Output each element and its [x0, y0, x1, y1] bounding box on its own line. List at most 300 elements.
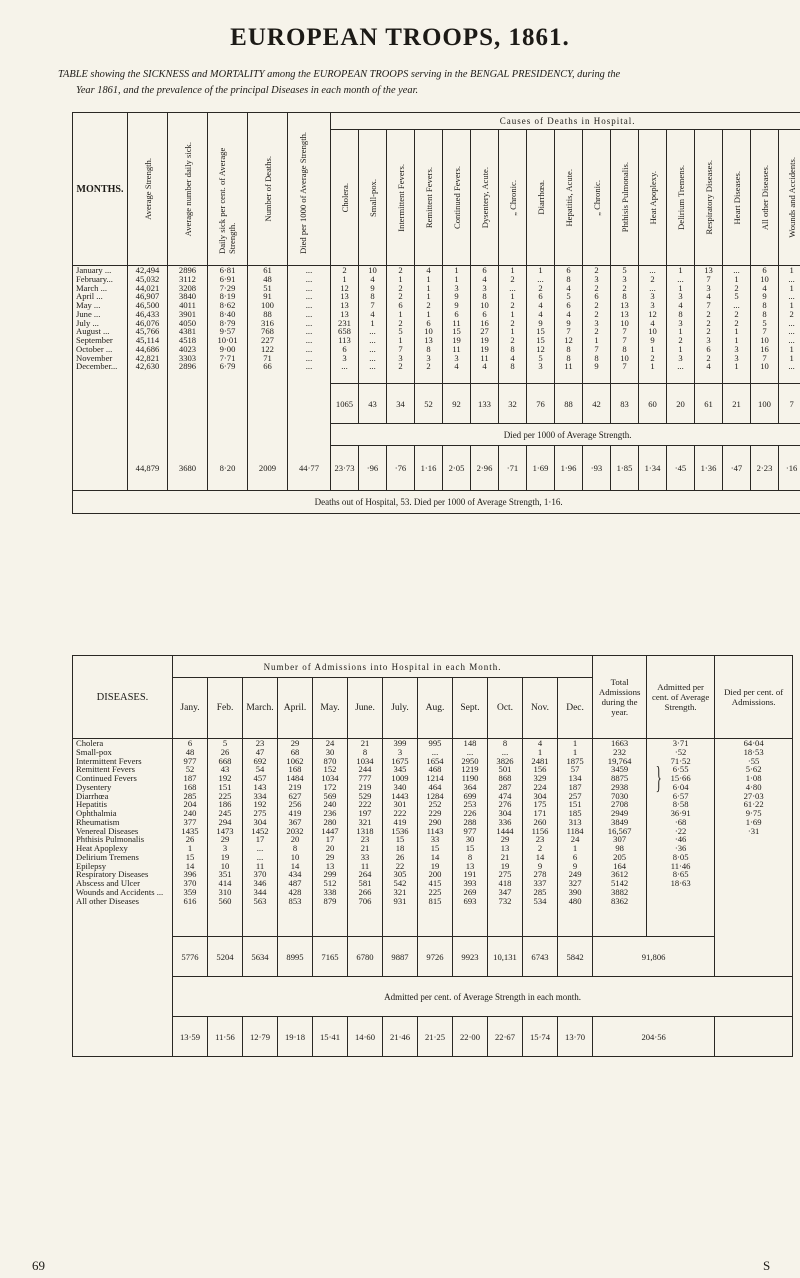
table-cell: 2708 [611, 799, 629, 810]
table-cell: April ... [76, 291, 103, 302]
table-cell: 45,766 [135, 326, 160, 337]
table-cell: 13 [620, 308, 629, 319]
summary-cause-rate: ·16 [785, 463, 798, 473]
table-cell: 276 [498, 799, 512, 810]
summary-cause-rate: 1·85 [616, 463, 633, 473]
table-cell: 88 [263, 308, 272, 319]
cause-total: 76 [536, 398, 545, 409]
table-cell: 47 [255, 746, 265, 757]
cause-total: 1065 [335, 398, 354, 409]
table-cell: 57 [570, 764, 580, 775]
table-cell: 4 [510, 352, 515, 363]
table-cell: 2481 [531, 755, 549, 766]
table-cell: 7·29 [219, 282, 236, 293]
table-cell: 9·75 [745, 808, 762, 818]
table-cell: 879 [323, 895, 337, 906]
table-cell: 19 [452, 335, 461, 345]
table-cell: 2 [510, 273, 515, 284]
table-cell: 1 [537, 746, 543, 757]
table-cell: 269 [463, 886, 477, 897]
summary-strength: 44,879 [135, 462, 160, 473]
table-cell: 14 [185, 860, 195, 871]
table-cell: 699 [463, 790, 477, 801]
month-total: 9726 [426, 951, 444, 962]
table-cell: 68 [290, 746, 300, 757]
table-cell: 91 [263, 291, 272, 302]
table-cell: 18·53 [743, 746, 764, 757]
table-cell: Epilepsy [76, 860, 107, 871]
cause-total: 133 [478, 398, 491, 409]
month-header: Dec. [566, 703, 584, 713]
table-cell: 8 [467, 851, 473, 862]
table-cell: ... [733, 300, 740, 310]
table-cell: 36·91 [670, 808, 691, 818]
table-caption [58, 67, 793, 99]
table-cell: 2 [594, 326, 599, 337]
table-cell: 2 [537, 843, 543, 853]
table-cell: 1 [426, 291, 431, 302]
summary-deaths: 2009 [258, 462, 277, 473]
table-cell: August ... [76, 326, 110, 337]
table-cell: 2 [538, 282, 543, 293]
table-cell: 3849 [611, 816, 629, 827]
table-cell: 3 [342, 352, 347, 363]
table-cell: 305 [393, 869, 407, 880]
table-cell: Intermittent Fevers [76, 755, 142, 766]
table-cell: ... [305, 265, 313, 275]
table-cell: 6 [482, 308, 487, 319]
table-cell: 321 [358, 816, 372, 827]
table-cell: 3112 [179, 273, 196, 284]
table-cell: 13 [340, 300, 349, 310]
table-cell: 1143 [426, 825, 444, 836]
table-cell: 19,764 [607, 755, 632, 766]
summary-cause-rate: ·47 [730, 463, 743, 473]
table-cell: 8 [502, 738, 508, 748]
table-cell: 9·57 [219, 326, 236, 337]
table-cell: 1 [572, 738, 578, 748]
table-cell: 768 [261, 326, 274, 337]
table-cell: Cholera [76, 738, 104, 748]
table-cell: 29 [500, 834, 510, 845]
table-cell: 48 [263, 273, 272, 284]
table-cell: ... [305, 326, 313, 337]
table-cell: ... [369, 361, 376, 372]
table-cell: 2 [734, 317, 739, 328]
table-cell: 1 [650, 343, 655, 354]
table-cell: 15 [536, 326, 545, 337]
month-total: 5776 [181, 951, 199, 962]
table-cell: 3208 [178, 282, 197, 293]
table-cell: 1 [678, 265, 683, 275]
col-header: Number of Deaths. [262, 156, 273, 222]
table-cell: 7 [762, 326, 767, 337]
table-cell: 260 [533, 816, 547, 827]
table-cell: Abscess and Ulcer [76, 878, 140, 888]
table-cell: 8 [370, 291, 375, 302]
table-cell: 52 [185, 764, 195, 775]
table-cell: Continued Fevers [76, 773, 137, 783]
table-cell: 46,907 [135, 291, 160, 302]
table-cell: 468 [428, 764, 442, 775]
table-cell: 45,032 [135, 273, 160, 284]
table-cell: 7 [706, 273, 711, 284]
table-cell: 5 [398, 326, 403, 337]
table-cell: March ... [76, 282, 108, 293]
cause-header: Delirium Tremens. [675, 165, 686, 230]
table-cell: 1 [572, 746, 578, 757]
table-cell: 13 [500, 843, 510, 853]
table-cell: 4 [426, 265, 431, 275]
table-cell: 171 [533, 808, 547, 818]
table-cell: 399 [393, 738, 407, 748]
table-cell: 294 [218, 816, 232, 827]
table-cell: 344 [253, 886, 267, 897]
table-cell: 3612 [611, 869, 629, 880]
cause-header: Small-pox. [367, 178, 378, 217]
table-cell: 1 [398, 273, 403, 284]
table-cell: 61 [263, 265, 272, 275]
table-cell: September [76, 335, 113, 345]
cause-total: 34 [396, 398, 405, 409]
table-cell: 43 [220, 764, 230, 775]
table-cell: 10 [648, 326, 657, 337]
table-cell: 1 [594, 335, 599, 345]
table-cell: 2 [594, 300, 599, 310]
table-cell: 307 [613, 834, 627, 845]
died-per-1000-caption: Died per 1000 of Average Strength. [503, 429, 632, 440]
month-admitted-pct: 15·74 [529, 1031, 551, 1042]
table-cell: 219 [288, 781, 302, 792]
table-cell: 1 [734, 361, 739, 372]
summary-cause-rate: 1·69 [532, 463, 549, 473]
table-cell: ... [501, 746, 509, 757]
table-cell: 6·91 [219, 273, 236, 284]
table-cell: 542 [393, 878, 407, 888]
table-cell: ... [788, 317, 795, 328]
table-cell: Ophthalmia [76, 808, 117, 818]
table-cell: 4 [650, 317, 655, 328]
table-cell: 13 [340, 308, 349, 319]
table-cell: 26 [185, 834, 195, 845]
table-cell: 33 [430, 834, 440, 845]
table-cell: 8·19 [219, 291, 236, 302]
table-cell: ·55 [747, 755, 760, 766]
month-admitted-pct: 13·70 [565, 1031, 586, 1042]
table-cell: All other Diseases [76, 895, 140, 906]
admissions-header: Number of Admissions into Hospital in each Month. [173, 656, 593, 678]
table-cell: 23 [360, 834, 370, 845]
table-cell: 245 [218, 808, 232, 818]
summary-cause-rate: 1·96 [560, 463, 577, 473]
table-cell: 113 [338, 335, 351, 345]
table-cell: 2 [706, 352, 711, 363]
cause-total: 32 [508, 398, 517, 409]
table-cell: 3 [426, 352, 431, 363]
table-cell: 61·22 [743, 799, 764, 810]
col-header: Average Strength. [142, 158, 153, 220]
signature-mark: S [763, 1258, 771, 1273]
cause-header: Heart Diseases. [731, 170, 742, 225]
month-totals-row [73, 937, 793, 977]
table-cell: 977 [183, 755, 197, 766]
table-cell: 200 [428, 869, 442, 880]
table-cell: 13 [325, 860, 335, 871]
table-cell: 668 [218, 755, 232, 766]
table-cell: Rheumatism [76, 816, 120, 827]
summary-cause-rate: ·93 [590, 463, 603, 473]
table-cell: June ... [76, 308, 101, 319]
admitted-caption-row [73, 977, 793, 1017]
table-cell: 419 [393, 816, 407, 827]
table-cell: 26 [395, 851, 405, 862]
table-cell: 46,500 [135, 300, 160, 310]
table-cell: 6 [482, 265, 487, 275]
table-cell: 168 [288, 764, 302, 775]
table-cell: ... [788, 335, 795, 345]
table-cell: 4 [537, 738, 543, 748]
table-cell: 3 [706, 282, 711, 293]
table-cell: 3 [734, 352, 739, 363]
table-cell: Respiratory Diseases [76, 869, 149, 880]
table-cell: 17 [325, 834, 335, 845]
col-header: Died per 1000 of Average Strength. [298, 131, 308, 254]
month-header: Jany. [180, 703, 200, 713]
table-cell: 3 [622, 273, 627, 284]
table-cell: 9 [538, 317, 543, 328]
table-cell: 168 [183, 781, 197, 792]
table-cell: ·31 [747, 825, 760, 836]
table-cell: 66 [263, 361, 272, 372]
table-cell: 5142 [611, 878, 629, 888]
table-cell: 204 [183, 799, 197, 810]
table-cell: October ... [76, 343, 113, 354]
table-cell: 15 [430, 843, 440, 853]
table-cell: 2 [706, 326, 711, 337]
table-cell: 692 [253, 755, 267, 766]
table-cell: 4 [538, 300, 543, 310]
table-cell: May ... [76, 300, 101, 310]
table-cell: 8·62 [219, 300, 236, 310]
table-cell: 2 [678, 335, 683, 345]
cause-totals-row [73, 384, 800, 424]
table-cell: 1 [187, 843, 193, 853]
cause-total: 42 [592, 398, 601, 409]
cause-header: „ Chronic. [507, 179, 518, 216]
month-total: 6743 [531, 951, 549, 962]
table-cell: ... [733, 265, 740, 275]
table-cell: 5·62 [745, 764, 762, 775]
cause-header: Hepatitis, Acute. [563, 168, 574, 227]
table-cell: 313 [568, 816, 582, 827]
table-cell: 5 [538, 352, 543, 363]
summary-cause-rate: ·71 [506, 463, 519, 473]
table-cell: 1444 [496, 825, 514, 836]
page-number: 69 [32, 1258, 45, 1273]
table-cell: 151 [218, 781, 232, 792]
table-cell: 10 [480, 300, 489, 310]
table-cell: 1219 [461, 764, 479, 775]
table-cell: 1536 [391, 825, 409, 836]
table-cell: 457 [253, 773, 267, 783]
table-cell: ... [369, 326, 376, 337]
table-cell: 2 [398, 361, 403, 372]
table-cell: 172 [323, 781, 337, 792]
table-cell: 205 [613, 851, 627, 862]
table-cell: 6 [566, 300, 571, 310]
table-cell: 12 [648, 308, 657, 319]
month-total: 6780 [356, 951, 374, 962]
table-cell: 21 [500, 851, 510, 862]
cause-total: 100 [758, 398, 771, 409]
table-cell: 480 [568, 895, 582, 906]
table-cell: 8362 [611, 895, 629, 906]
table-cell: 390 [568, 886, 582, 897]
table-cell: 151 [568, 799, 582, 810]
table-cell: 8·79 [219, 317, 236, 328]
table-cell: 321 [393, 886, 407, 897]
table-cell: 5 [222, 738, 228, 748]
table-cell: 1 [678, 326, 683, 337]
cause-header: Phthisis Pulmonalis. [619, 162, 630, 233]
table-cell: 8·05 [672, 851, 689, 862]
table-cell: 29 [220, 834, 230, 845]
table-cell: 1034 [356, 755, 374, 766]
table-cell: 148 [463, 738, 477, 748]
month-header: May. [320, 703, 340, 713]
table-cell: 19 [500, 860, 510, 871]
table-cell: Venereal Diseases [76, 825, 139, 836]
table-cell: 3 [678, 352, 683, 363]
table-cell: 11 [564, 361, 573, 372]
table-cell: 8 [566, 343, 571, 354]
table-cell: 301 [393, 799, 407, 810]
table-cell: 264 [358, 869, 372, 880]
month-admitted-pct: 13·59 [179, 1031, 201, 1042]
month-header: April. [283, 703, 307, 713]
table-cell: ... [677, 361, 684, 372]
table-cell: 338 [323, 886, 337, 897]
table-cell: 2 [650, 352, 655, 363]
table-cell: 8·65 [672, 869, 689, 880]
table-cell: 13 [620, 300, 629, 310]
month-total: 8995 [286, 951, 304, 962]
table-cell: 64·04 [743, 738, 764, 748]
table-cell: 98 [615, 843, 624, 853]
cause-header: Intermittent Fevers. [395, 163, 406, 232]
table-cell: 10·01 [217, 335, 238, 345]
table-cell: ... [305, 300, 313, 310]
table-cell: 1 [454, 265, 459, 275]
table-cell: 8875 [611, 773, 629, 783]
col-header: Average number daily sick. [182, 141, 193, 237]
cause-total: 52 [424, 398, 433, 409]
table-cell: 7 [622, 335, 627, 345]
table-cell: 9 [537, 860, 543, 871]
table-cell: 299 [323, 869, 337, 880]
table-cell: 7·71 [219, 352, 236, 363]
table-cell: 1 [678, 282, 683, 293]
table-cell: 4381 [178, 326, 197, 337]
table-cell: 8 [510, 361, 515, 372]
table-cell: 4 [482, 273, 487, 284]
table-cell: 7030 [611, 790, 629, 801]
diseases-header: DISEASES. [73, 656, 173, 739]
table-cell: 377 [183, 816, 197, 827]
table-cell: 42,494 [135, 265, 160, 275]
table-cell: 19 [480, 335, 489, 345]
table-cell: 1214 [426, 773, 444, 783]
month-total: 7165 [321, 951, 339, 962]
table-cell: 3901 [178, 308, 197, 319]
month-header: July. [391, 703, 409, 713]
table-cell: 44,686 [135, 343, 160, 354]
table-cell: 2 [426, 361, 431, 372]
summary-cause-rate: 1·34 [644, 463, 661, 473]
table-cell: 3 [650, 291, 655, 302]
cause-header: All other Diseases. [759, 164, 770, 231]
table-cell: February... [76, 273, 113, 284]
cause-total: 83 [620, 398, 629, 409]
table-cell: 1675 [391, 755, 409, 766]
table-cell: 285 [183, 790, 197, 801]
table-cell: 3826 [496, 755, 514, 766]
summary-daily-sick: 3680 [178, 462, 197, 473]
table-cell: 11 [452, 317, 461, 328]
table-cell: ... [537, 273, 544, 284]
table-cell: 6 [342, 343, 347, 354]
table-cell: 21 [360, 738, 370, 748]
table-cell: 658 [338, 326, 351, 337]
table-cell: 2 [622, 282, 627, 293]
table-cell: 54 [255, 764, 265, 775]
cause-header: Remittent Fevers. [423, 166, 434, 229]
table-cell: 8 [292, 843, 298, 853]
table-cell: 175 [533, 799, 547, 810]
table-cell: 8 [762, 300, 767, 310]
caption-line-2: Year 1861, and the prevalence of the principal Diseases in each month of the year. [76, 85, 419, 96]
table-cell: ... [509, 282, 516, 293]
table-cell: 51 [263, 282, 272, 293]
table-cell: 17 [255, 834, 265, 845]
months-header: MONTHS. [73, 113, 128, 266]
table-cell: 1·08 [745, 773, 762, 783]
table-cell: 732 [498, 895, 512, 906]
table-cell: 122 [261, 343, 274, 354]
table-cell: 8 [510, 343, 515, 354]
table-cell: 7 [398, 343, 403, 354]
table-cell: Diarrhœa [76, 790, 109, 801]
table-cell: 3459 [611, 764, 629, 775]
summary-died-per-1000: 44·77 [298, 462, 320, 473]
cause-total: 21 [732, 398, 741, 409]
table-cell: 42,821 [135, 352, 160, 363]
table-cell: ... [341, 361, 348, 372]
table-cell: 414 [218, 878, 232, 888]
table-cell: 10 [620, 352, 629, 363]
table-cell: 6 [398, 300, 403, 310]
table-cell: 534 [533, 895, 547, 906]
table-cell: 2 [706, 308, 711, 319]
table-cell: 222 [393, 808, 407, 818]
table-cell: 364 [463, 781, 477, 792]
table-cell: 2 [594, 308, 599, 319]
table-cell: 6 [706, 343, 711, 354]
table-cell: ... [466, 746, 474, 757]
table-cell: 3 [538, 361, 543, 372]
table-cell: 931 [393, 895, 407, 906]
summary-row [73, 446, 800, 491]
